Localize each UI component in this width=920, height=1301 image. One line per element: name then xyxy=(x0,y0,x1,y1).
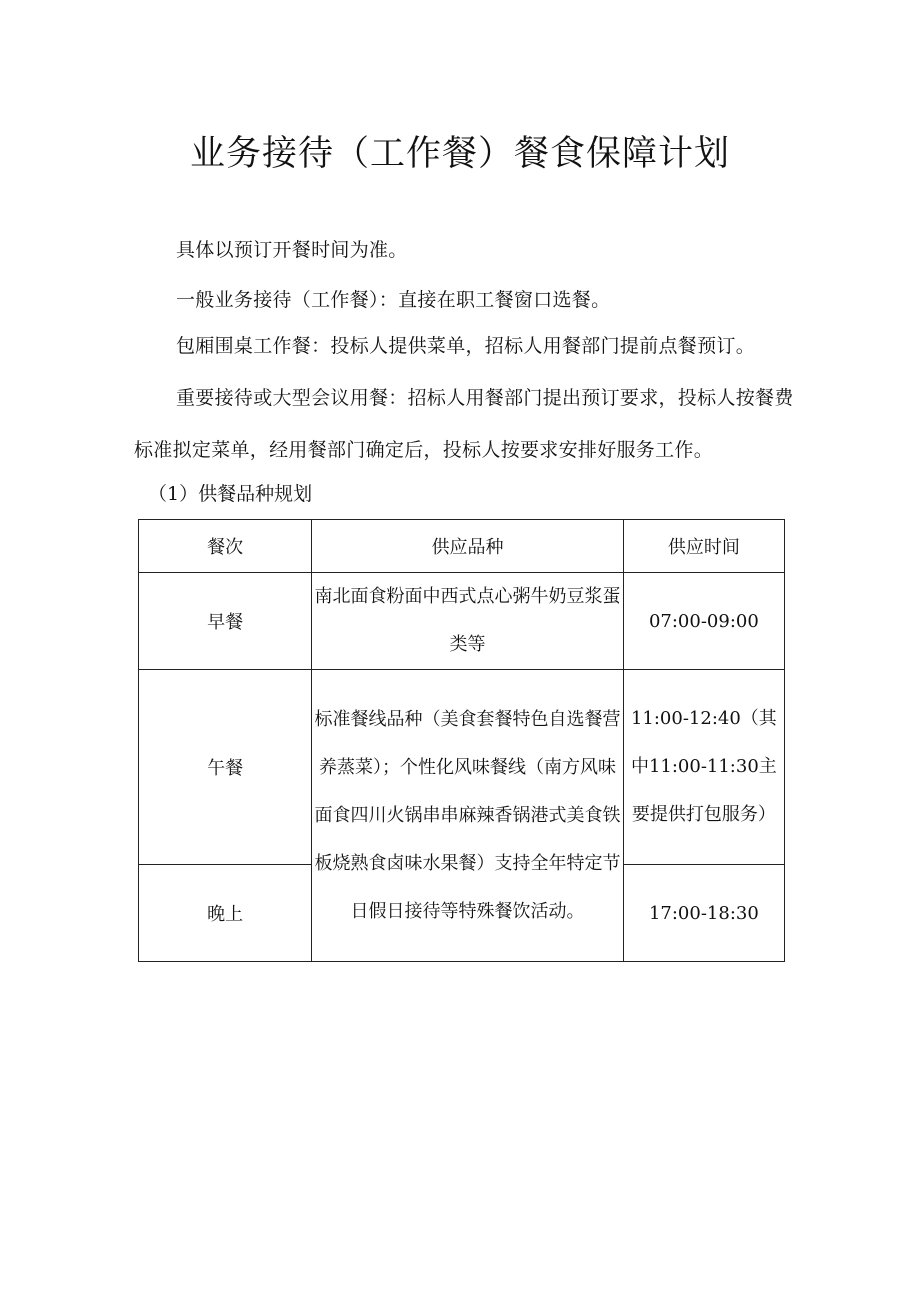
cell-meal: 午餐 xyxy=(139,670,312,865)
header-meal: 餐次 xyxy=(139,520,312,573)
section-heading: （1）供餐品种规划 xyxy=(148,483,313,505)
cell-variety xyxy=(312,670,623,962)
cell-meal: 早餐 xyxy=(139,573,312,670)
cell-time: 17:00-18:30 xyxy=(623,865,784,962)
variety-text: 标准餐线品种（美食套餐特色自选餐营养蒸菜）；个性化风味餐线（南方风味面食四川火锅串串麻辣香锅港式美食铁板烧熟食卤味水果餐）支持全年特定节日假日接待等特殊餐饮活动。 xyxy=(314,708,621,922)
table-row xyxy=(139,573,785,670)
paragraph-important-reception: 重要接待或大型会议用餐：招标人用餐部门提出预订要求，投标人按餐费标准拟定菜单，经用餐部门确定后，投标人按要求安排好服务工作。 xyxy=(134,387,794,461)
header-time: 供应时间 xyxy=(623,520,784,573)
paragraph-private-room: 包厢围桌工作餐：投标人提供菜单，招标人用餐部门提前点餐预订。 xyxy=(176,335,756,357)
time-text: 11:00-12:40（其中11:00-11:30主要提供打包服务） xyxy=(630,708,777,825)
cell-time: 07:00-09:00 xyxy=(623,573,784,670)
cell-meal: 晚上 xyxy=(139,865,312,962)
cell-variety xyxy=(312,573,623,670)
table-row xyxy=(139,670,785,865)
paragraph-booking-time: 具体以预订开餐时间为准。 xyxy=(176,239,408,261)
page-title: 业务接待（工作餐）餐食保障计划 xyxy=(189,134,730,174)
header-variety: 供应品种 xyxy=(312,520,623,573)
variety-text: 南北面食粉面中西式点心粥牛奶豆浆蛋类等 xyxy=(314,586,621,655)
table-header-row xyxy=(139,520,785,573)
cell-time xyxy=(623,670,784,865)
paragraph-general-reception: 一般业务接待（工作餐）：直接在职工餐窗口选餐。 xyxy=(176,289,611,311)
meal-plan-table xyxy=(138,519,785,962)
